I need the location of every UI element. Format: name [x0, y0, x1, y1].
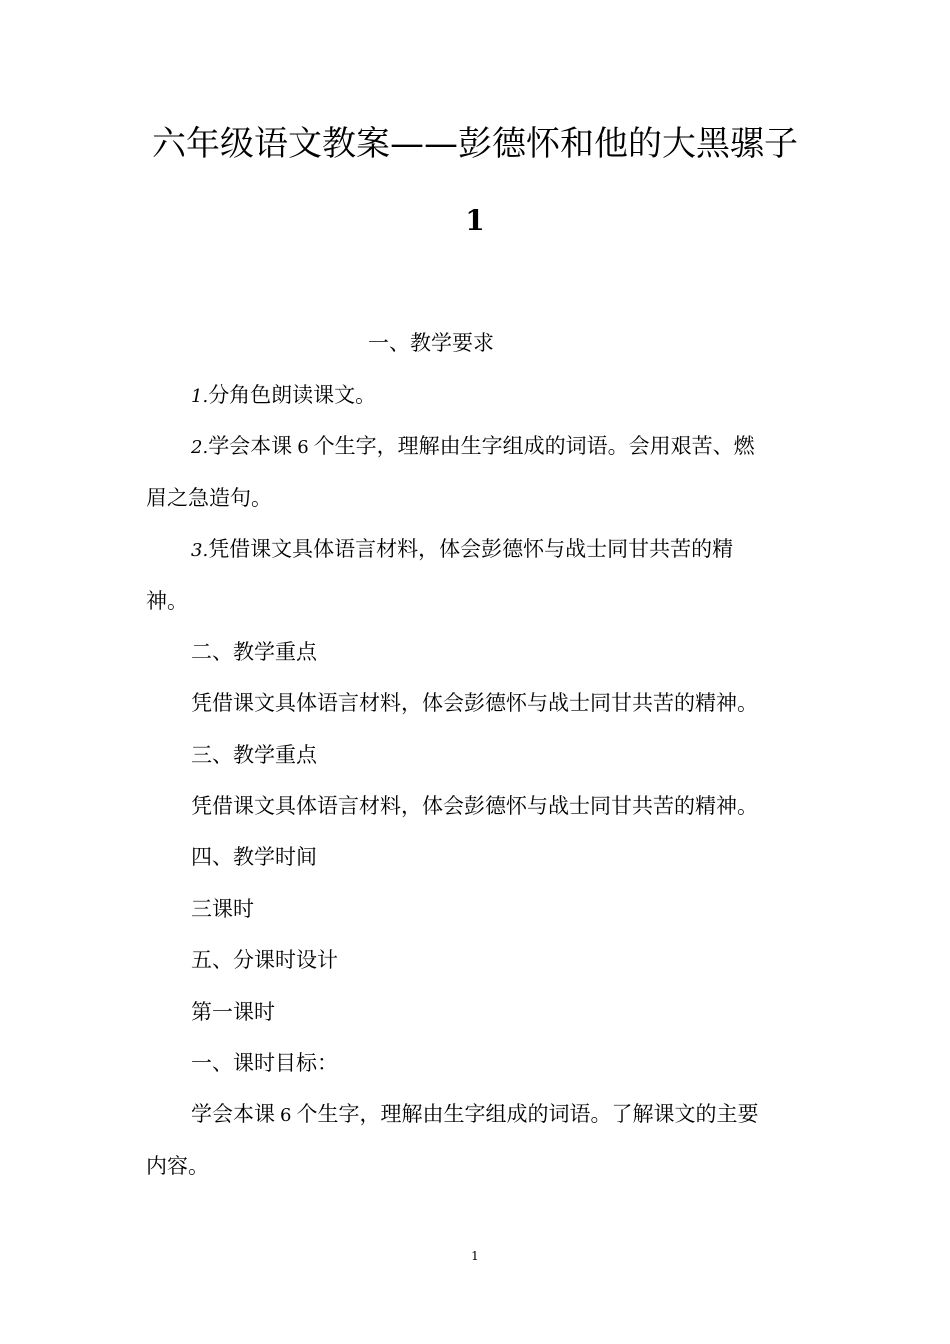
document-title-number: 1 [465, 204, 485, 237]
time-text: 三课时 [191, 897, 254, 921]
item-text: 学会本课 [208, 434, 293, 458]
requirement-item-1 [191, 378, 376, 414]
objective-digit: 6 [280, 1105, 292, 1126]
key-points-text-2: 凭借课文具体语言材料，体会彭德怀与战士同甘共苦的精神。 [191, 794, 758, 818]
objective-text [191, 1097, 758, 1133]
item-number: 1. [191, 386, 209, 407]
item-text: 分角色朗读课文。 [208, 383, 377, 407]
key-points-text: 凭借课文具体语言材料，体会彭德怀与战士同甘共苦的精神。 [191, 691, 758, 715]
document-title: 六年级语文教案——彭德怀和他的大黑骡子 [152, 124, 798, 164]
objective-text-a: 学会本课 [191, 1102, 275, 1126]
section-heading-time: 四、教学时间 [191, 845, 317, 869]
item-number: 2. [191, 437, 209, 458]
item-text-cont: 个生字，理解由生字组成的词语。会用艰苦、燃 [313, 434, 755, 458]
item-number: 3. [191, 540, 209, 561]
section-heading-key-points: 二、教学重点 [191, 640, 317, 664]
requirement-item-2 [191, 429, 755, 465]
section-heading-lesson-design: 五、分课时设计 [191, 948, 338, 972]
requirement-item-3 [191, 532, 733, 568]
section-heading-key-points-2: 三、教学重点 [191, 743, 317, 767]
requirement-item-3-continued: 神。 [146, 589, 188, 613]
objective-text-b: 个生字，理解由生字组成的词语。了解课文的主要 [296, 1102, 759, 1126]
requirement-item-2-continued: 眉之急造句。 [146, 486, 272, 510]
objective-heading: 一、课时目标： [191, 1051, 338, 1075]
item-text: 凭借课文具体语言材料，体会彭德怀与战士同甘共苦的精 [208, 537, 734, 561]
section-heading-requirements: 一、教学要求 [368, 331, 494, 355]
lesson-1-heading: 第一课时 [191, 1000, 275, 1024]
item-digit: 6 [297, 437, 309, 458]
objective-text-continued: 内容。 [146, 1154, 209, 1178]
page-number: 1 [471, 1249, 479, 1263]
